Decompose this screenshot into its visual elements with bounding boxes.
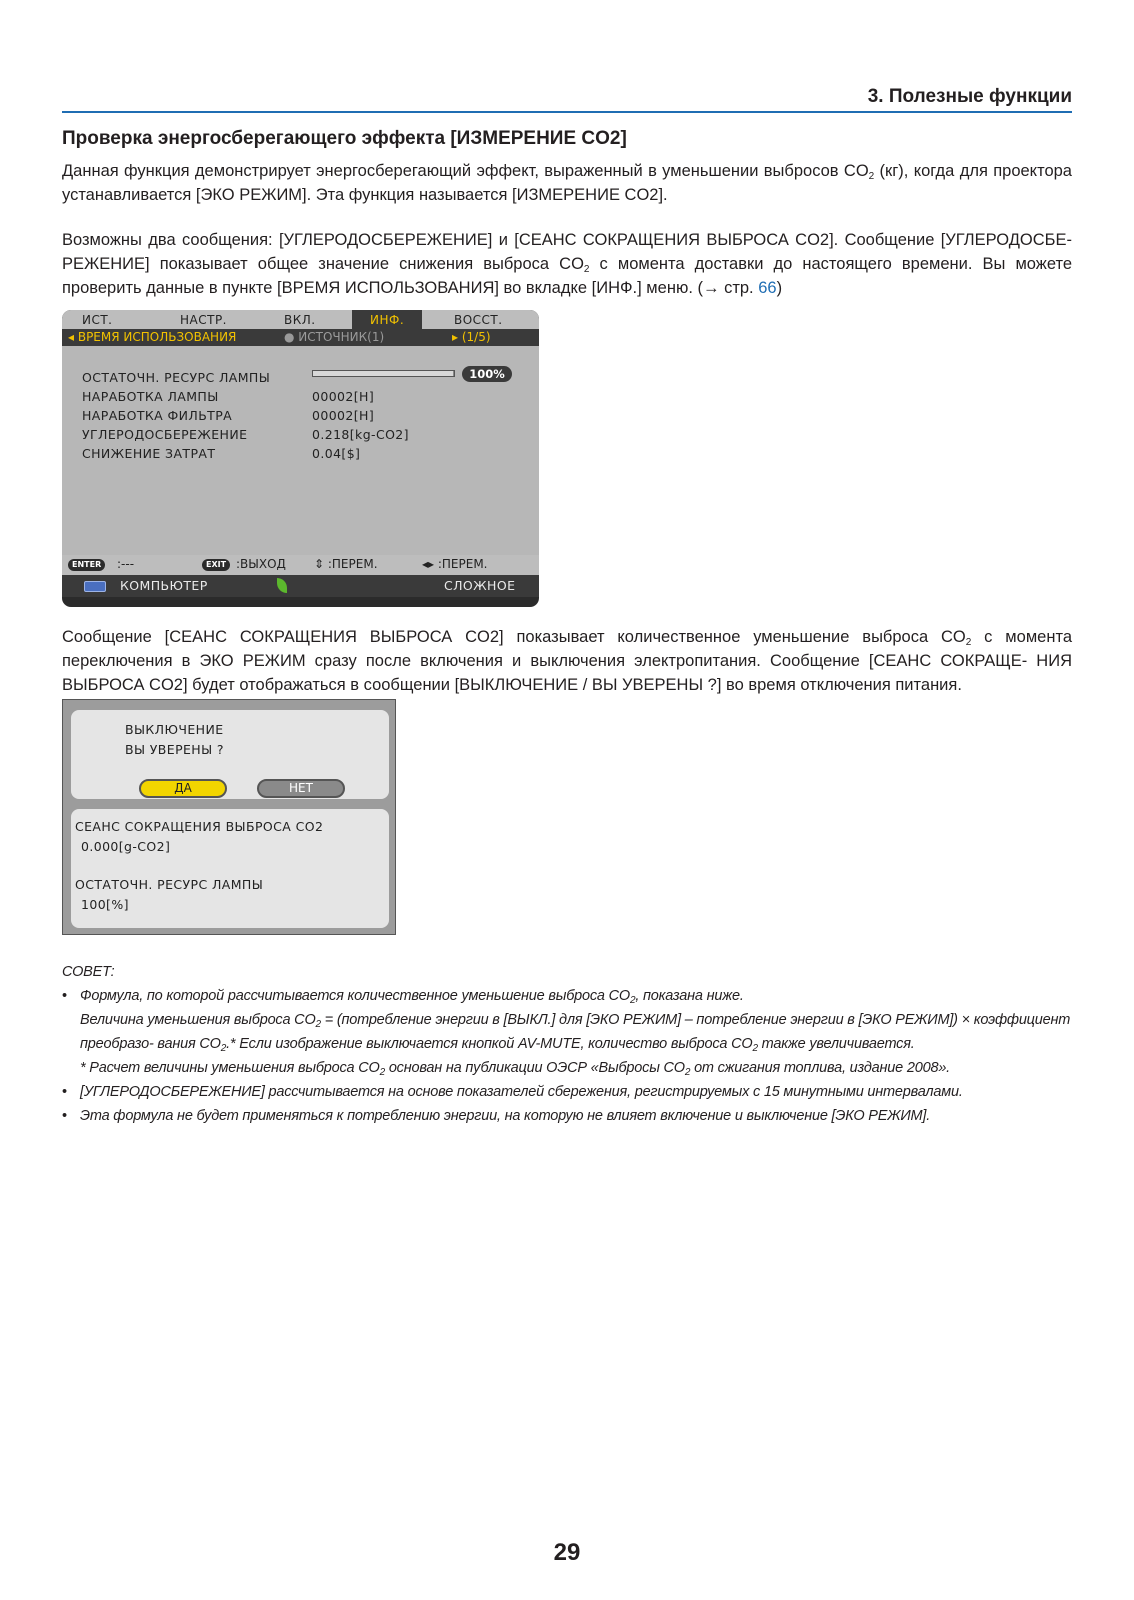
tab-info[interactable]: ИНФ. <box>352 310 422 329</box>
row-lamp-life-label: ОСТАТОЧН. РЕСУРС ЛАМПЫ <box>82 370 271 385</box>
eco-leaf-icon <box>277 578 287 593</box>
page-number: 29 <box>553 1539 581 1566</box>
lamp-life-percent: 100[%] <box>81 897 129 912</box>
updown-key-text: ⇕ :ПЕРЕМ. <box>314 557 378 571</box>
session-co2-value: 0.000[g-CO2] <box>81 839 171 854</box>
tip-footnote: * Расчет величины уменьшения выброса $CO_2$ основан на публикации ОЭСР «Выбросы $CO_2$ от сжигания топлива, издание 2008». <box>80 1060 951 1078</box>
tips-heading: СОВЕТ: <box>62 964 115 980</box>
osd-info-panel <box>62 346 539 555</box>
enter-key-text: :--- <box>117 557 135 571</box>
header-divider <box>62 111 1072 113</box>
osd-info-menu-screenshot <box>62 310 539 607</box>
paragraph-messages: Возможны два сообщения: [УГЛЕРОДОСБЕРЕЖЕНИЕ] и [СЕАНС СОКРАЩЕНИЯ ВЫБРОСА CO2]. Сообщение [УГЛЕРОДОСБЕ- РЕЖЕНИЕ] показывает общее значение снижения выброса $CO_2$ с момента доставки до настоящего времени. Вы можете проверить данные в пункте [ВРЕМЯ ИСПОЛЬЗОВАНИЯ] во вкладке [ИНФ.] меню. (→ стр. 66) <box>62 231 1072 297</box>
paragraph-session: Сообщение [СЕАНС СОКРАЩЕНИЯ ВЫБРОСА CO2] показывает количественное уменьшение выброса $CO_2$ с момента переключения в ЭКО РЕЖИМ сразу после включения и выключения электропитания. Сообщение [СЕАНС СОКРАЩЕ- НИЯ ВЫБРОСА CO2] будет отображаться в сообщении [ВЫКЛЮЧЕНИЕ / ВЫ УВЕРЕНЫ ?] во время отключения питания. <box>62 628 1072 694</box>
input-source-label: КОМПЬЮТЕР <box>120 578 208 593</box>
dialog-confirm-panel <box>71 710 389 799</box>
subtab-usage-time[interactable]: ◂ ВРЕМЯ ИСПОЛЬЗОВАНИЯ <box>68 330 237 344</box>
tab-on[interactable]: ВКЛ. <box>284 313 316 327</box>
computer-input-icon <box>84 581 106 592</box>
tab-source[interactable]: ИСТ. <box>82 313 113 327</box>
row-lamp-hours-value: 00002[H] <box>312 389 375 404</box>
dialog-question: ВЫ УВЕРЕНЫ ? <box>125 742 224 757</box>
row-cost-savings-value: 0.04[$] <box>312 446 361 461</box>
tip-formula: Величина уменьшения выброса $CO_2$ = (потребление энергии в [ВЫКЛ.] для [ЭКО РЕЖИМ] – потребление энергии в [ЭКО РЕЖИМ]) × коэффициент преобразо- вания $CO_2.*$ Если изображение выключается кнопкой AV-MUTE, количество выброса $CO_2$ также увеличивается. <box>80 1012 1071 1054</box>
row-filter-hours-value: 00002[H] <box>312 408 375 423</box>
exit-key-text: :ВЫХОД <box>236 557 286 571</box>
paragraph-intro: Данная функция демонстрирует энергосберегающий эффект, выраженный в уменьшении выбросов $CO_2$ (кг), когда для проектора устанавливается [ЭКО РЕЖИМ]. Эта функция называется [ИЗМЕРЕНИЕ CO2]. <box>62 162 1072 204</box>
tip-formula-exclusion: • Эта формула не будет применяться к потреблению энергии, на которую не влияет включение и выключение [ЭКО РЕЖИМ]. <box>62 1104 1072 1128</box>
tab-setup[interactable]: НАСТР. <box>180 313 227 327</box>
subtab-source[interactable]: ● ИСТОЧНИК(1) <box>284 330 385 344</box>
dialog-title: ВЫКЛЮЧЕНИЕ <box>125 722 224 737</box>
menu-mode-label: СЛОЖНОЕ <box>444 578 516 593</box>
row-carbon-savings-label: УГЛЕРОДОСБЕРЕЖЕНИЕ <box>82 427 248 442</box>
tip-carbon-savings: • [УГЛЕРОДОСБЕРЕЖЕНИЕ] рассчитывается на основе показателей сбережения, регистрируемых с 15 минутными интервалами. <box>62 1080 1072 1104</box>
section-title: Проверка энергосберегающего эффекта [ИЗМЕРЕНИЕ CO2] <box>62 128 627 149</box>
tips-block <box>62 960 1072 1128</box>
leftright-key-text: ◂▸ :ПЕРЕМ. <box>422 557 488 571</box>
dialog-info-panel <box>71 809 389 928</box>
yes-button[interactable]: ДА <box>139 779 227 798</box>
lamp-life-fill <box>313 371 454 376</box>
row-filter-hours-label: НАРАБОТКА ФИЛЬТРА <box>82 408 233 423</box>
lamp-life-value: 100% <box>462 366 512 382</box>
exit-key-icon: EXIT <box>202 559 230 571</box>
power-off-dialog-screenshot <box>62 699 396 935</box>
enter-key-icon: ENTER <box>68 559 105 571</box>
lamp-life-label: ОСТАТОЧН. РЕСУРС ЛАМПЫ <box>75 877 264 892</box>
tab-reset[interactable]: ВОССТ. <box>454 313 503 327</box>
osd-status-bar <box>62 575 539 597</box>
row-cost-savings-label: СНИЖЕНИЕ ЗАТРАТ <box>82 446 216 461</box>
row-lamp-hours-label: НАРАБОТКА ЛАМПЫ <box>82 389 219 404</box>
session-co2-label: СЕАНС СОКРАЩЕНИЯ ВЫБРОСА CO2 <box>75 819 324 834</box>
page-indicator: ▸ (1/5) <box>452 330 491 344</box>
osd-tab-bar <box>62 310 539 329</box>
no-button[interactable]: НЕТ <box>257 779 345 798</box>
page-link[interactable]: 66 <box>758 279 777 297</box>
tip-formula-intro: • Формула, по которой рассчитывается количественное уменьшение выброса $CO_2$, показана ниже. <box>62 984 1072 1008</box>
chapter-title: 3. Полезные функции <box>867 86 1072 107</box>
lamp-life-bar <box>312 370 455 377</box>
osd-subtab-bar <box>62 329 539 346</box>
osd-key-guide <box>62 555 539 575</box>
row-carbon-savings-value: 0.218[kg-CO2] <box>312 427 409 442</box>
